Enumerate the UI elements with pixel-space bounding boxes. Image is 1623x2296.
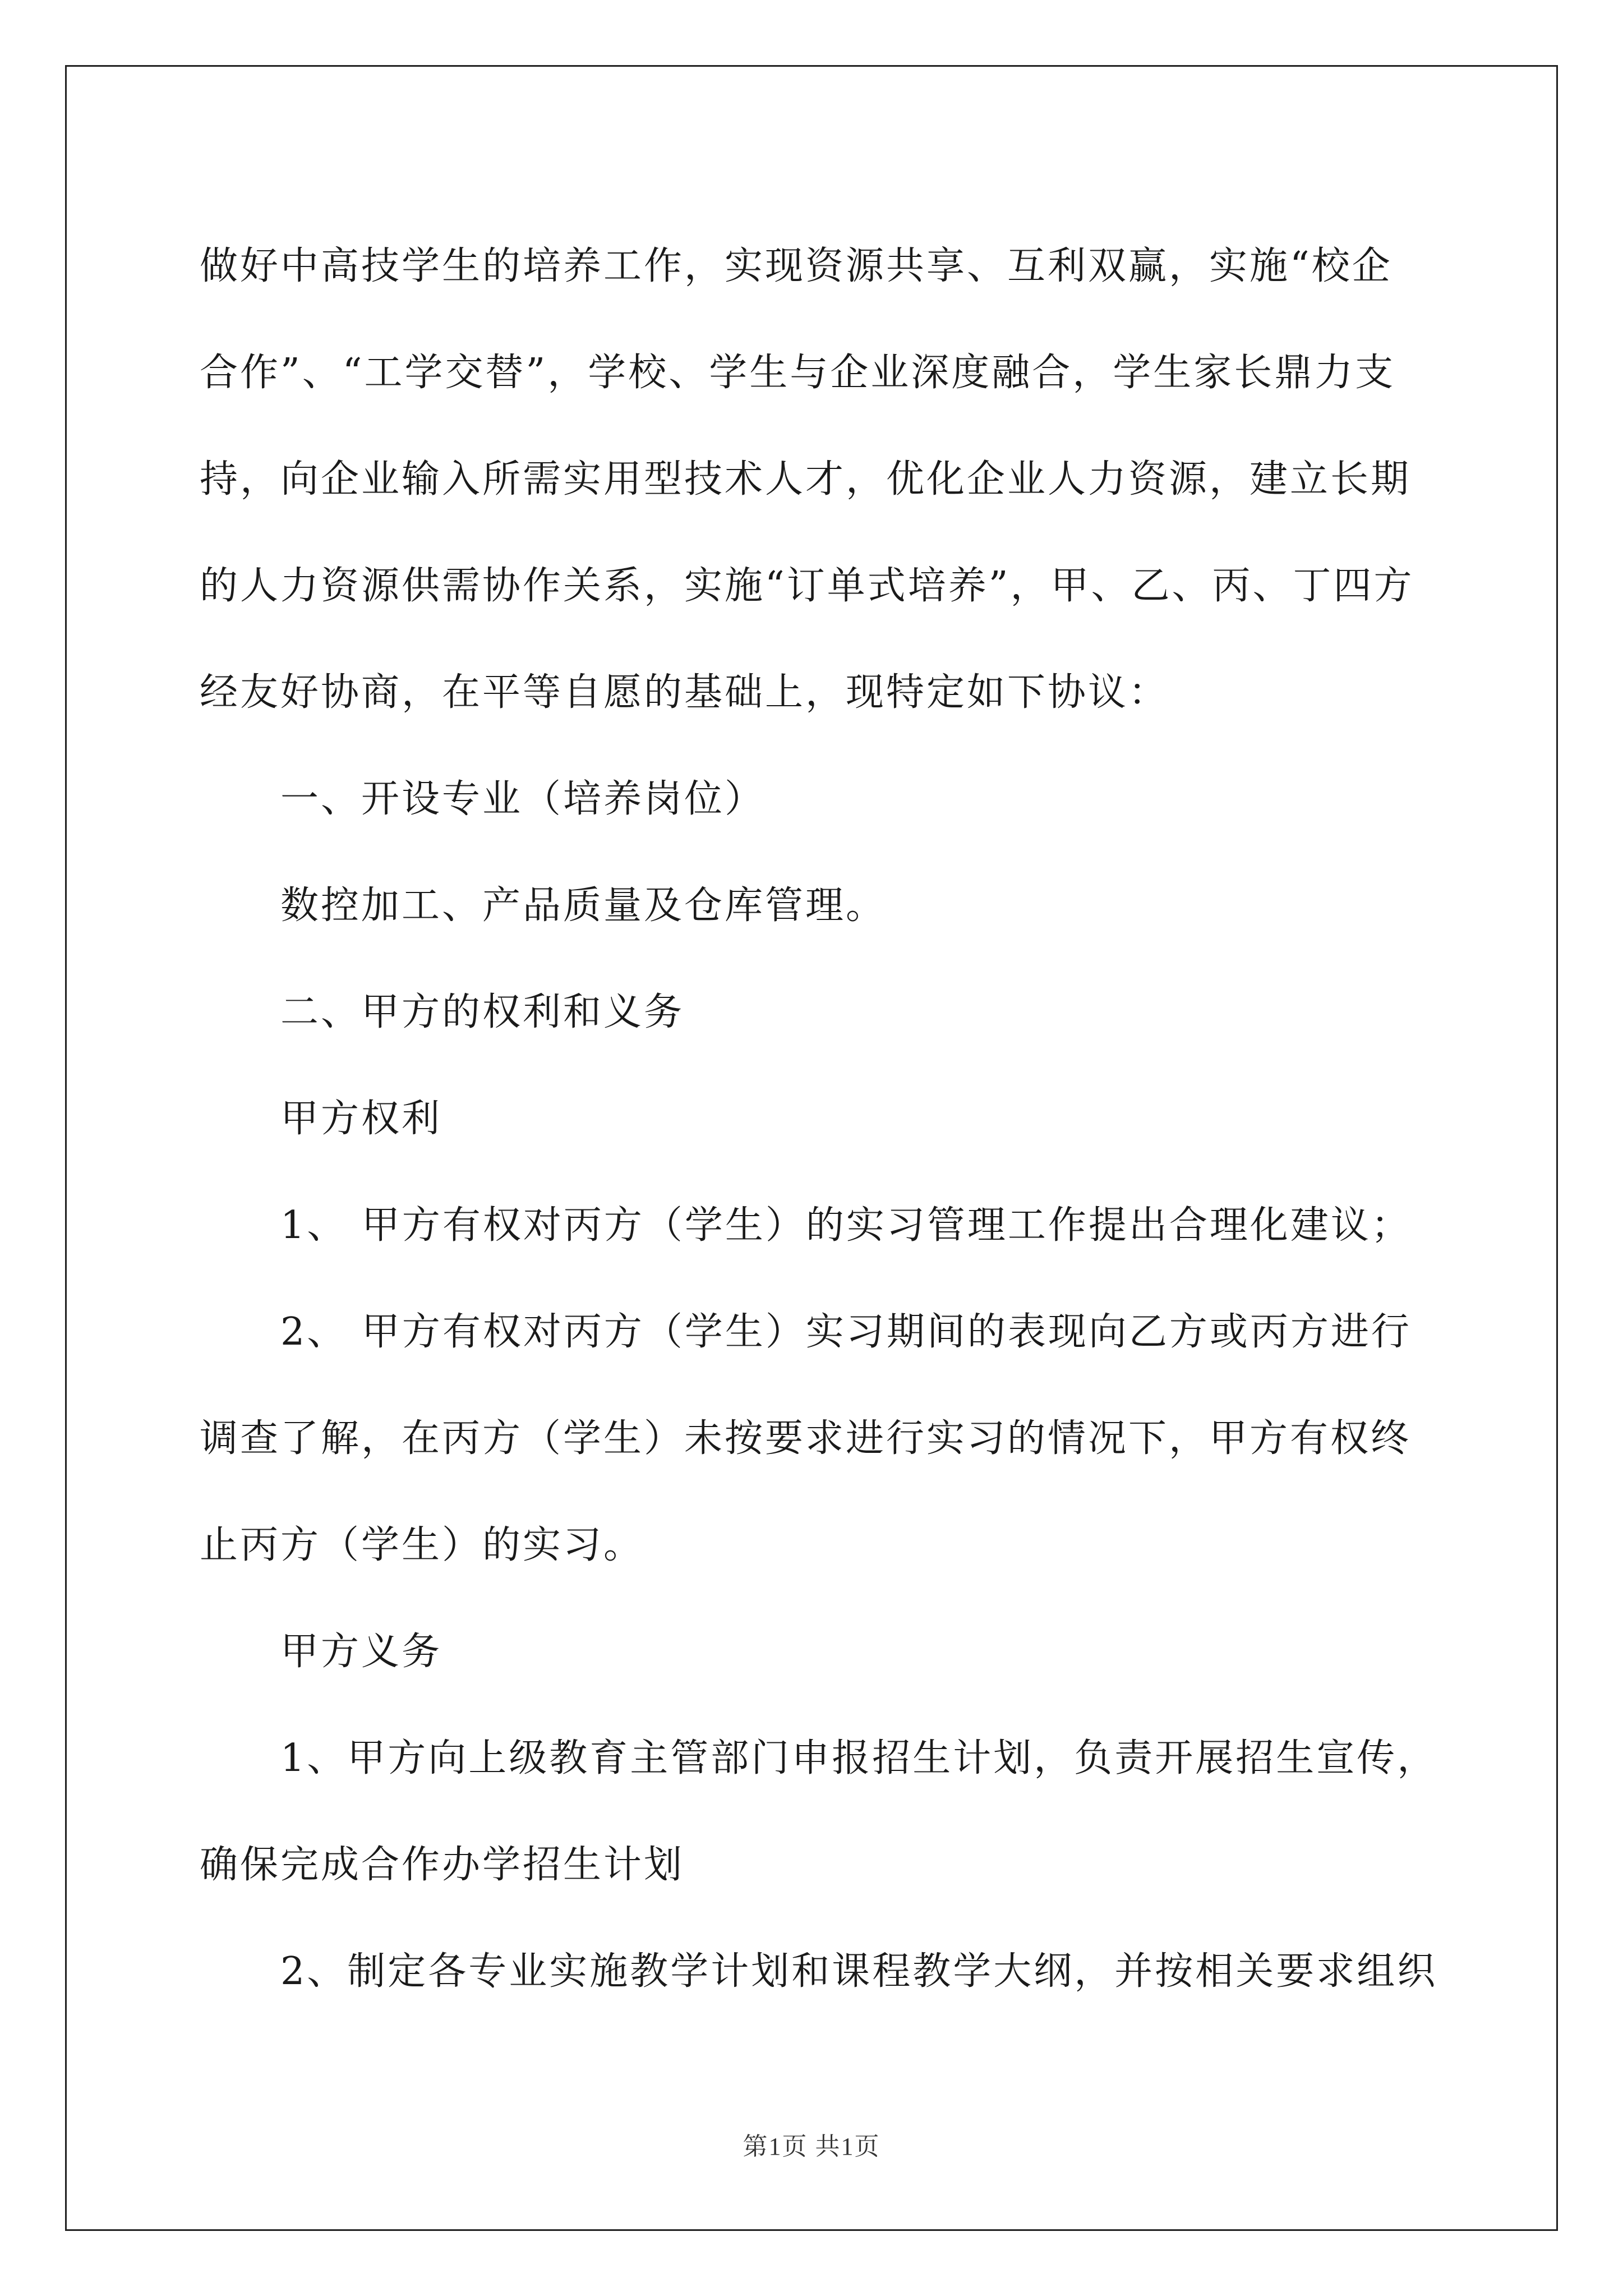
text-line: 数控加工、产品质量及仓库管理。 bbox=[280, 884, 887, 928]
list-item: 2、 甲方有权对丙方（学生）实习期间的表现向乙方或丙方进行 bbox=[280, 1310, 1412, 1354]
text-line: 确保完成合作办学招生计划 bbox=[200, 1843, 685, 1887]
text-line: 合作”、“工学交替”，学校、学生与企业深度融合，学生家长鼎力支 bbox=[200, 351, 1396, 395]
text-line: 调查了解，在丙方（学生）未按要求进行实习的情况下，甲方有权终 bbox=[200, 1416, 1412, 1461]
list-item: 1、甲方向上级教育主管部门申报招生计划，负责开展招生宣传， bbox=[280, 1736, 1438, 1780]
section-heading: 一、开设专业（培养岗位） bbox=[280, 777, 766, 821]
text-line: 经友好协商，在平等自愿的基础上，现特定如下协议： bbox=[200, 670, 1169, 715]
section-heading: 二、甲方的权利和义务 bbox=[280, 990, 685, 1034]
document-body bbox=[200, 213, 1438, 2025]
list-item: 2、制定各专业实施教学计划和课程教学大纲，并按相关要求组织 bbox=[280, 1949, 1438, 1994]
list-item: 1、 甲方有权对丙方（学生）的实习管理工作提出合理化建议； bbox=[280, 1203, 1412, 1248]
text-line: 的人力资源供需协作关系，实施“订单式培养”，甲、乙、丙、丁四方 bbox=[200, 564, 1414, 608]
page-footer: 第1页 共1页 bbox=[743, 2133, 880, 2160]
text-line: 持，向企业输入所需实用型技术人才，优化企业人力资源，建立长期 bbox=[200, 457, 1412, 501]
text-line: 做好中高技学生的培养工作，实现资源共享、互利双赢，实施“校企 bbox=[200, 244, 1393, 288]
subsection-heading: 甲方义务 bbox=[280, 1630, 442, 1674]
text-line: 止丙方（学生）的实习。 bbox=[200, 1523, 644, 1567]
subsection-heading: 甲方权利 bbox=[280, 1097, 442, 1141]
